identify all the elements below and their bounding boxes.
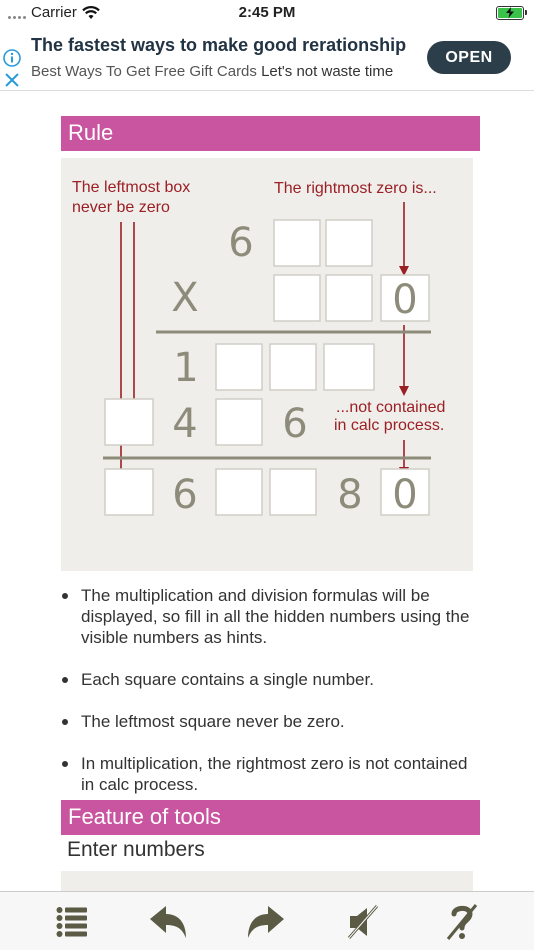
ad-subtitle-part-a: Best Ways To Get Free Gift Cards xyxy=(31,63,257,80)
list-button[interactable] xyxy=(50,902,94,942)
close-icon[interactable] xyxy=(4,72,20,88)
digit-row4-b: 6 xyxy=(282,401,308,447)
list-item: In multiplication, the rightmost zero is not contained in calc process. xyxy=(61,753,481,795)
digit-boxes xyxy=(105,220,429,515)
features-section-header: Feature of tools xyxy=(61,800,480,835)
help-content[interactable] xyxy=(0,91,534,891)
digit-row3: 1 xyxy=(173,345,199,391)
rule-bullet-list xyxy=(61,585,481,816)
rule-diagram xyxy=(61,158,473,571)
battery-icon xyxy=(496,6,524,20)
bottom-toolbar xyxy=(0,891,534,950)
rule-diagram-svg xyxy=(61,158,473,571)
clock: 2:45 PM xyxy=(238,4,296,21)
digit-row5-a: 6 xyxy=(172,472,198,518)
label-leftmost-1: The leftmost box xyxy=(72,179,191,196)
label-calc-2: in calc process. xyxy=(334,417,445,434)
status-bar xyxy=(0,0,534,27)
digit-row4-a: 4 xyxy=(172,401,198,447)
feature-image xyxy=(61,871,473,891)
ad-banner[interactable] xyxy=(0,27,534,91)
enter-numbers-heading: Enter numbers xyxy=(67,838,205,861)
ad-subtitle[interactable] xyxy=(31,63,393,80)
charging-bolt-icon xyxy=(505,7,515,18)
label-rightmost: The rightmost zero is... xyxy=(274,180,437,197)
digit-row1: 6 xyxy=(228,220,254,266)
list-item: The leftmost square never be zero. xyxy=(61,711,481,732)
digit-row5-c: 0 xyxy=(392,472,418,518)
rule-section-header: Rule xyxy=(61,116,480,151)
digit-row5-b: 8 xyxy=(337,472,363,518)
times-sign: X xyxy=(171,275,199,321)
redo-icon xyxy=(246,905,286,939)
undo-icon xyxy=(148,905,188,939)
carrier-name: Carrier xyxy=(31,4,77,21)
digit-row2: 0 xyxy=(392,277,418,323)
info-icon[interactable] xyxy=(3,49,21,67)
label-calc-1: ...not contained xyxy=(336,399,446,416)
help-off-icon xyxy=(444,903,480,941)
sound-toggle-button[interactable] xyxy=(341,902,385,942)
sound-off-icon xyxy=(345,904,381,940)
list-item: Each square contains a single number. xyxy=(61,669,481,690)
redo-button[interactable] xyxy=(244,902,288,942)
undo-button[interactable] xyxy=(146,902,190,942)
ad-open-button[interactable]: OPEN xyxy=(427,41,511,74)
ad-title[interactable]: The fastest ways to make good rerationship xyxy=(31,35,407,55)
ad-subtitle-part-b: Let's not waste time xyxy=(261,63,394,80)
list-icon xyxy=(56,906,88,938)
list-item: The multiplication and division formulas will be displayed, so fill in all the hidden numbers using the visible numbers as hints. xyxy=(61,585,481,648)
rightmost-arrows xyxy=(399,202,409,477)
help-toggle-button[interactable] xyxy=(440,902,484,942)
leftmost-arrows xyxy=(116,222,139,492)
label-leftmost-2: never be zero xyxy=(72,199,170,216)
